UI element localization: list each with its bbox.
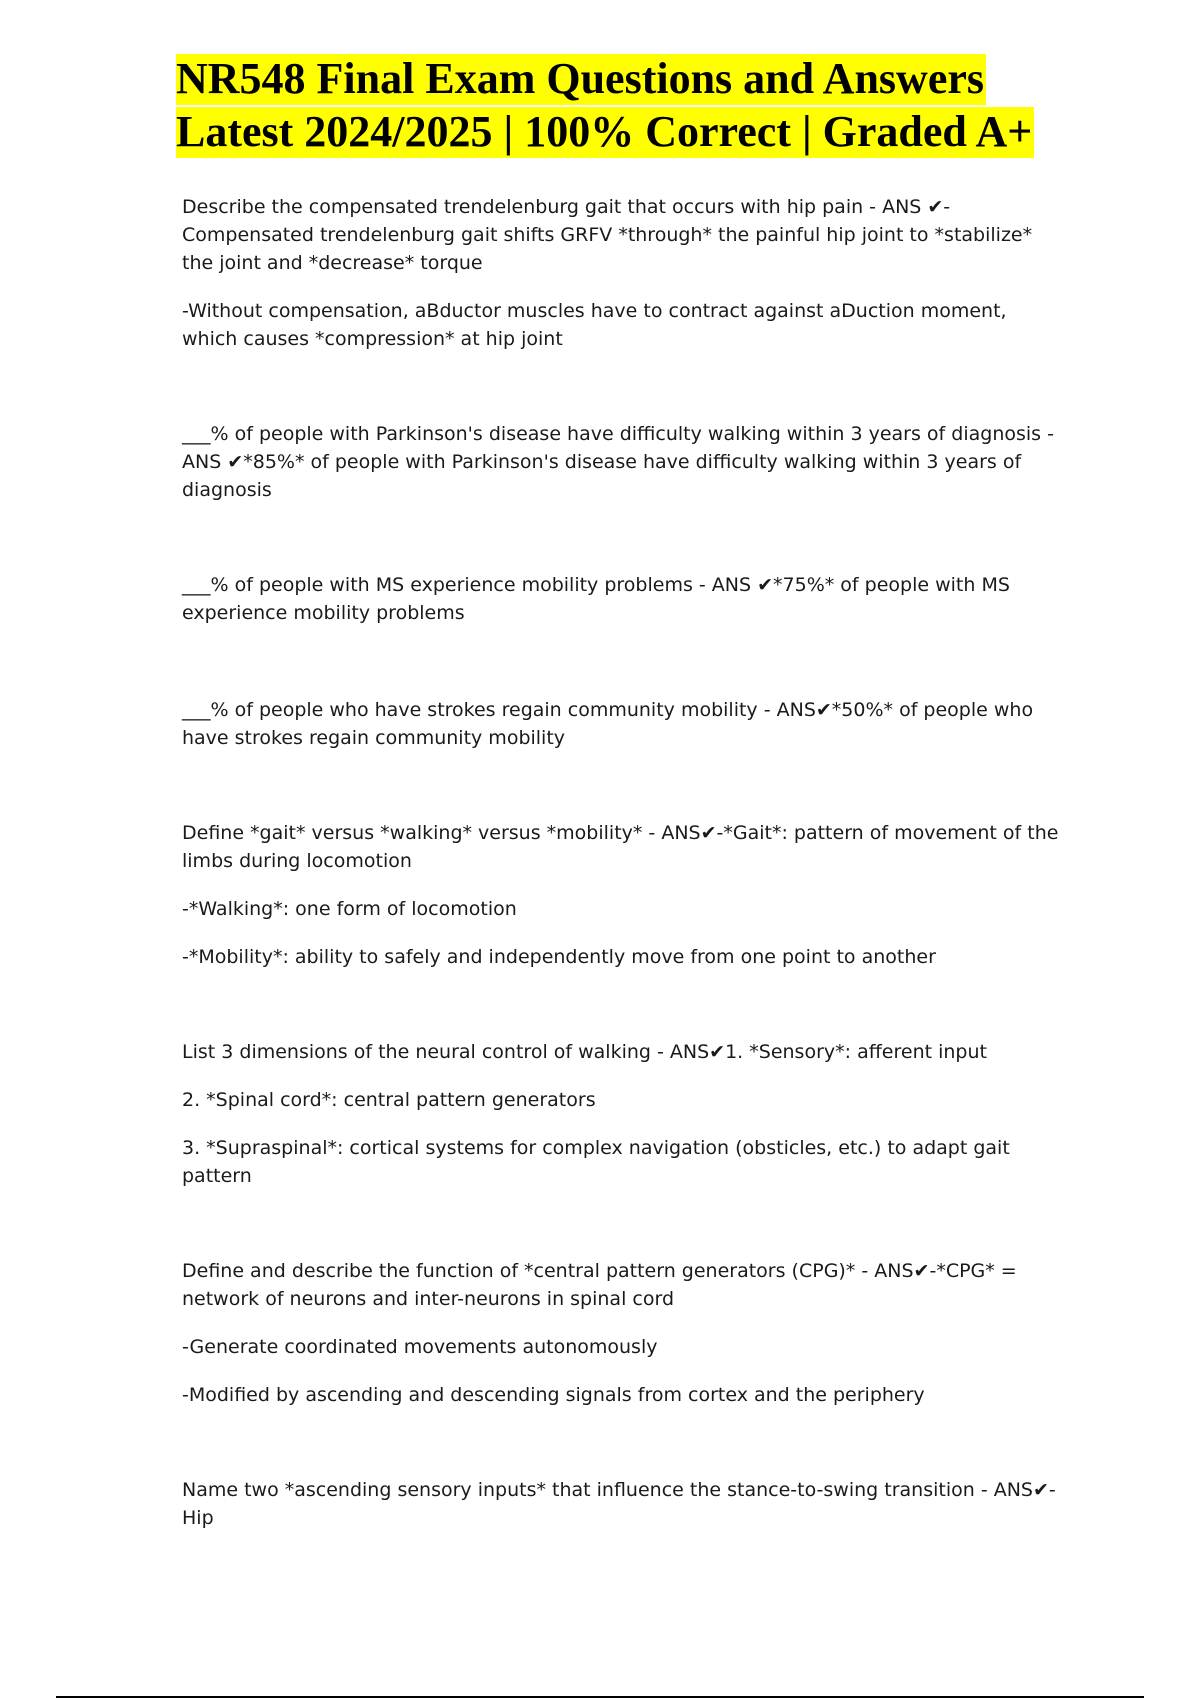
qa-8-question: Name two *ascending sensory inputs* that influence the stance-to-swing transition - ANS✔-Hip [182, 1479, 1056, 1529]
qa-6-answer-line-3: 3. *Supraspinal*: cortical systems for complex navigation (obsticles, etc.) to adapt gait pattern [182, 1137, 1010, 1187]
title-line-1: NR548 Final Exam Questions and Answers [176, 54, 985, 103]
document-title [176, 52, 1034, 158]
qa-7-question: Define and describe the function of *central pattern generators (CPG)* - ANS✔-*CPG* = network of neurons and inter-neurons in spinal cord [182, 1260, 1017, 1310]
qa-list [182, 193, 1062, 1532]
qa-1-question: Describe the compensated trendelenburg gait that occurs with hip pain - ANS ✔-Compensated trendelenburg gait shifts GRFV *through* the painful hip joint to *stabilize* the joint and *decrease* torque [182, 196, 1033, 274]
qa-5-question: Define *gait* versus *walking* versus *mobility* - ANS✔-*Gait*: pattern of movement of the limbs during locomotion [182, 822, 1059, 872]
qa-3-question: ___% of people with MS experience mobility problems - ANS ✔*75%* of people with MS experience mobility problems [182, 574, 1010, 624]
qa-7-answer-line-2: -Generate coordinated movements autonomously [182, 1336, 658, 1358]
qa-2-question: ___% of people with Parkinson's disease have difficulty walking within 3 years of diagnosis - ANS ✔*85%* of people with Parkinson's disease have difficulty walking within 3 years of diagnosis [182, 423, 1054, 501]
qa-6-question: List 3 dimensions of the neural control of walking - ANS✔1. *Sensory*: afferent input [182, 1041, 987, 1063]
qa-5-answer-line-3: -*Mobility*: ability to safely and independently move from one point to another [182, 946, 936, 968]
qa-5-answer-line-2: -*Walking*: one form of locomotion [182, 898, 517, 920]
qa-1-answer-line-2: -Without compensation, aBductor muscles have to contract against aDuction moment, which causes *compression* at hip joint [182, 300, 1007, 350]
title-line-2: Latest 2024/2025 | 100% Correct | Graded A+ [176, 107, 1033, 156]
page-bottom-rule [56, 1696, 1144, 1698]
qa-7-answer-line-3: -Modified by ascending and descending signals from cortex and the periphery [182, 1384, 925, 1406]
qa-4-question: ___% of people who have strokes regain community mobility - ANS✔*50%* of people who have strokes regain community mobility [182, 699, 1034, 749]
qa-6-answer-line-2: 2. *Spinal cord*: central pattern generators [182, 1089, 596, 1111]
